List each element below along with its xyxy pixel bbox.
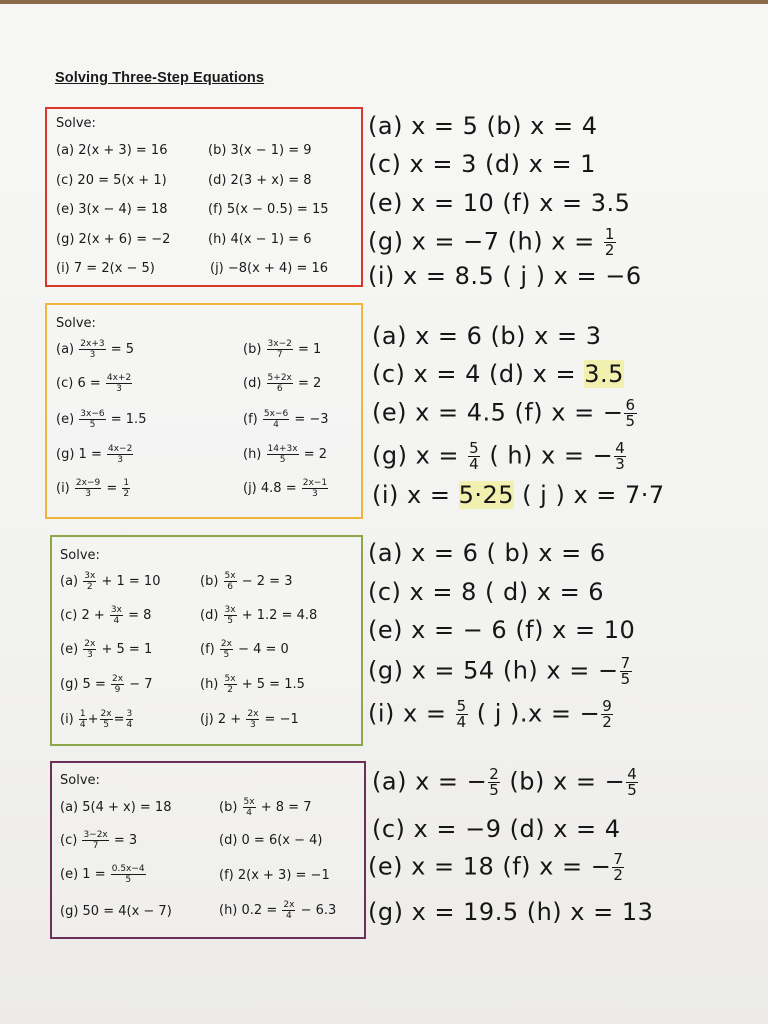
fraction (263, 409, 289, 430)
fraction-numerator: 4 (627, 765, 638, 783)
equation-rhs: + 8 = 7 (260, 800, 312, 815)
fraction-denominator: 5 (627, 781, 638, 799)
answer-text: (b) x = − (501, 767, 626, 796)
fraction (122, 478, 130, 499)
equation-rhs: + 5 = 1.5 (241, 677, 305, 692)
equation-rhs: = 5 (110, 342, 135, 357)
fraction (111, 864, 146, 885)
item-label: (e) (60, 867, 79, 882)
fraction-numerator: 2x (100, 709, 112, 719)
fraction-numerator: 2x (283, 900, 295, 910)
item-label: (j) (200, 712, 214, 727)
equation-4f: (f) 2(x + 3) = −1 (219, 868, 330, 883)
equation-lhs: 4.8 = (260, 481, 297, 496)
solve-label: Solve: (56, 116, 96, 131)
answer-4-row3 (368, 852, 625, 883)
plus-sign: + (87, 712, 99, 727)
equation-1c: (c) 20 = 5(x + 1) (56, 173, 167, 188)
fraction-numerator: 2 (489, 765, 500, 783)
equation-2a (56, 339, 134, 360)
fraction (110, 605, 123, 626)
equation-lhs: 5 = (82, 677, 106, 692)
fraction (100, 709, 113, 730)
equation-2e (56, 409, 146, 430)
answer-1-row2: (c) x = 3 (d) x = 1 (368, 150, 596, 178)
equation-rhs: − 4 = 0 (238, 642, 289, 657)
answer-3-row5 (368, 699, 614, 730)
fraction-numerator: 9 (602, 697, 613, 715)
fraction-numerator: 3−2x (83, 830, 108, 840)
equation-3a (60, 571, 160, 592)
equation-4e (60, 864, 147, 885)
item-label: (h) (219, 903, 238, 918)
fraction-denominator: 5 (103, 720, 109, 730)
solve-label: Solve: (56, 316, 96, 331)
equation-1d: (d) 2(3 + x) = 8 (208, 173, 312, 188)
item-label: (b) (243, 342, 262, 357)
answer-1h-fraction (604, 227, 616, 258)
fraction-numerator: 5x (224, 571, 236, 581)
fraction (111, 674, 124, 695)
answer-2-row3 (372, 398, 638, 429)
fraction (282, 900, 295, 921)
fraction-denominator: 4 (113, 616, 120, 626)
fraction-numerator: 2x−1 (302, 478, 328, 488)
fraction-numerator: 0.5x−4 (111, 864, 145, 874)
equation-1f: (f) 5(x − 0.5) = 15 (208, 202, 329, 217)
fraction-denominator: 3 (89, 350, 96, 360)
equation-4h (219, 900, 336, 921)
equation-3i (60, 709, 134, 730)
equation-1g: (g) 2(x + 6) = −2 (56, 232, 171, 247)
fraction-denominator: 4 (246, 808, 252, 818)
answer-1-row3: (e) x = 10 (f) x = 3.5 (368, 189, 631, 217)
equation-1j: (j) −8(x + 4) = 16 (210, 261, 329, 276)
fraction (243, 797, 256, 818)
fraction-numerator: 4 (615, 439, 626, 457)
item-label: (d) (243, 376, 262, 391)
answer-3-row4 (368, 656, 633, 687)
equation-2j (243, 478, 329, 499)
equation-2d (243, 373, 321, 394)
answer-text: (a) x = − (372, 767, 488, 796)
fraction-denominator: 4 (286, 911, 292, 921)
fraction-denominator: 3 (85, 489, 91, 499)
equation-1a: (a) 2(x + 3) = 16 (56, 143, 168, 158)
fraction (267, 373, 293, 394)
equation-1h: (h) 4(x − 1) = 6 (208, 232, 312, 247)
fraction-denominator: 5 (125, 875, 132, 885)
equation-rhs: = −1 (264, 712, 299, 727)
fraction-numerator: 7 (613, 850, 624, 868)
fraction-denominator: 5 (227, 616, 233, 626)
equation-lhs: 2 + (217, 712, 242, 727)
fraction-numerator: 2x (111, 674, 124, 684)
equation-4b (219, 797, 311, 818)
fraction-denominator: 7 (276, 350, 283, 360)
fraction-numerator: 14+3x (267, 444, 298, 454)
fraction-numerator: 4x−2 (107, 444, 133, 454)
item-label: (h) (200, 677, 219, 692)
equals-sign: = (113, 712, 125, 727)
equation-rhs: = −3 (294, 412, 329, 427)
fraction (83, 639, 96, 660)
fraction (614, 441, 626, 472)
answer-3-row3: (e) x = − 6 (f) x = 10 (368, 616, 636, 644)
fraction (79, 339, 105, 360)
fraction-numerator: 5x−6 (263, 409, 289, 419)
answer-1-row4-text: (g) x = −7 (h) x = (368, 227, 603, 256)
fraction-numerator: 2x−9 (75, 478, 101, 488)
fraction-numerator: 5x (224, 674, 236, 684)
item-label: (a) (56, 342, 75, 357)
answer-text: (g) x = 54 (h) x = − (368, 656, 619, 685)
fraction-numerator: 1 (79, 709, 86, 719)
fraction (624, 398, 636, 429)
worksheet-title: Solving Three-Step Equations (55, 70, 265, 86)
answer-1-row5: (i) x = 8.5 ( j ) x = −6 (368, 262, 642, 290)
fraction-numerator: 1 (604, 225, 615, 243)
equation-3f (200, 639, 289, 660)
fraction (601, 699, 613, 730)
answer-1-row1: (a) x = 5 (b) x = 4 (368, 112, 598, 140)
answer-2-row4 (372, 441, 627, 472)
fraction (79, 409, 105, 430)
equation-lhs: 1 = (78, 447, 102, 462)
equation-lhs: 1 = (82, 867, 106, 882)
equation-3e (60, 639, 152, 660)
fraction (488, 767, 500, 798)
fraction (106, 373, 132, 394)
fraction-numerator: 2x (84, 639, 96, 649)
equation-4a: (a) 5(4 + x) = 18 (60, 800, 172, 815)
equation-lhs: 2 + (81, 608, 105, 623)
equation-2h (243, 444, 327, 465)
equation-rhs: − 7 (129, 677, 153, 692)
fraction-denominator: 3 (312, 489, 318, 499)
item-label: (i) (60, 712, 74, 727)
equation-lhs: 0.2 = (241, 903, 278, 918)
item-label: (c) (60, 608, 78, 623)
fraction (626, 767, 638, 798)
fraction-denominator: 5 (625, 412, 636, 430)
fraction-denominator: 6 (276, 384, 283, 394)
answer-text: (g) x = (372, 441, 468, 470)
answer-2-row1: (a) x = 6 (b) x = 3 (372, 322, 602, 350)
item-label: (d) (200, 608, 219, 623)
equals-sign: = (106, 481, 118, 496)
fraction-numerator: 1 (123, 478, 130, 488)
fraction-numerator: 3x (110, 605, 122, 615)
equation-rhs: + 5 = 1 (101, 642, 153, 657)
fraction-numerator: 3x (84, 571, 96, 581)
answer-text: (e) x = 18 (f) x = − (368, 852, 612, 881)
fraction-denominator: 4 (469, 455, 480, 473)
fraction (220, 639, 233, 660)
fraction-numerator: 2x (247, 709, 259, 719)
equation-rhs: = 1 (298, 342, 322, 357)
item-label: (g) (56, 447, 75, 462)
equation-2b (243, 339, 321, 360)
equation-4g: (g) 50 = 4(x − 7) (60, 904, 172, 919)
fraction-denominator: 5 (620, 670, 631, 688)
equation-4c (60, 830, 137, 851)
equation-rhs: = 2 (298, 376, 322, 391)
fraction-denominator: 9 (114, 685, 121, 695)
fraction (126, 709, 134, 730)
highlighted-answer: 3.5 (584, 360, 624, 388)
answer-text: (i) x = (368, 699, 455, 728)
answer-2-row2 (372, 360, 624, 388)
fraction (456, 699, 468, 730)
item-label: (c) (60, 833, 78, 848)
worksheet-paper (0, 4, 768, 1024)
answer-2-row5 (372, 481, 665, 509)
equation-rhs: = 2 (303, 447, 328, 462)
fraction-denominator: 3 (86, 650, 93, 660)
fraction-denominator: 4 (273, 420, 279, 430)
answer-text: ( j ).x = − (468, 699, 601, 728)
fraction-denominator: 5 (89, 420, 96, 430)
equation-lhs: 6 = (77, 376, 101, 391)
fraction (224, 571, 237, 592)
fraction (468, 441, 480, 472)
equation-3b (200, 571, 292, 592)
fraction-numerator: 3x (224, 605, 236, 615)
fraction (107, 444, 133, 465)
item-label: (f) (200, 642, 215, 657)
fraction (83, 571, 96, 592)
fraction-denominator: 4 (79, 720, 86, 730)
fraction-denominator: 2 (604, 241, 615, 259)
answer-3-row1: (a) x = 6 ( b) x = 6 (368, 539, 606, 567)
equation-2c (56, 373, 133, 394)
answer-text: (c) x = 4 (d) x = (372, 360, 585, 388)
fraction-numerator: 5+2x (267, 373, 292, 383)
item-label: (e) (60, 642, 79, 657)
fraction-numerator: 7 (620, 654, 631, 672)
fraction-numerator: 3x−2 (267, 339, 292, 349)
answer-text: ( j ) x = 7·7 (514, 481, 665, 509)
exercise-box-1 (45, 107, 363, 287)
fraction-numerator: 4x+2 (106, 373, 132, 383)
fraction-numerator: 3 (126, 709, 133, 719)
equation-1e: (e) 3(x − 4) = 18 (56, 202, 168, 217)
equation-2f (243, 409, 329, 430)
fraction-denominator: 2 (86, 582, 93, 592)
item-label: (b) (200, 574, 219, 589)
item-label: (b) (219, 800, 238, 815)
fraction-denominator: 3 (250, 720, 256, 730)
item-label: (g) (60, 677, 79, 692)
fraction-denominator: 2 (227, 685, 233, 695)
fraction-denominator: 4 (126, 720, 133, 730)
answer-4-row1 (372, 767, 639, 798)
equation-3j (200, 709, 299, 730)
fraction-numerator: 6 (625, 396, 636, 414)
answer-4-row2: (c) x = −9 (d) x = 4 (372, 815, 621, 843)
item-label: (e) (56, 412, 75, 427)
answer-text: (i) x = (372, 481, 459, 509)
item-label: (f) (243, 412, 258, 427)
answer-3-row2: (c) x = 8 ( d) x = 6 (368, 578, 605, 606)
item-label: (h) (243, 447, 262, 462)
item-label: (j) (243, 481, 257, 496)
solve-label: Solve: (60, 548, 100, 563)
fraction-denominator: 2 (613, 866, 624, 884)
equation-2i (56, 478, 131, 499)
equation-3h (200, 674, 305, 695)
equation-rhs: − 2 = 3 (241, 574, 293, 589)
fraction (612, 852, 624, 883)
equation-1b: (b) 3(x − 1) = 9 (208, 143, 312, 158)
fraction-denominator: 3 (615, 455, 626, 473)
fraction-numerator: 3x−6 (80, 409, 105, 419)
fraction (224, 674, 237, 695)
equation-rhs: − 6.3 (300, 903, 337, 918)
fraction-denominator: 4 (456, 713, 467, 731)
answer-text: ( h) x = − (481, 441, 614, 470)
answer-1-row4 (368, 227, 617, 258)
fraction-denominator: 2 (123, 489, 130, 499)
fraction (79, 709, 87, 730)
fraction-denominator: 2 (602, 713, 613, 731)
fraction (82, 830, 108, 851)
fraction (75, 478, 101, 499)
equation-3c (60, 605, 151, 626)
fraction-numerator: 5 (469, 439, 480, 457)
item-label: (a) (60, 574, 79, 589)
fraction-denominator: 3 (116, 384, 122, 394)
fraction-numerator: 2x (220, 639, 232, 649)
equation-3d (200, 605, 317, 626)
fraction (620, 656, 632, 687)
fraction-numerator: 5 (456, 697, 467, 715)
fraction-denominator: 5 (223, 650, 230, 660)
equation-rhs: = 8 (128, 608, 152, 623)
equation-1i: (i) 7 = 2(x − 5) (56, 261, 155, 276)
equation-rhs: = 3 (113, 833, 138, 848)
fraction (267, 339, 293, 360)
item-label: (c) (56, 376, 74, 391)
fraction (267, 444, 299, 465)
solve-label: Solve: (60, 773, 100, 788)
fraction-denominator: 6 (227, 582, 233, 592)
equation-3g (60, 674, 152, 695)
equation-rhs: + 1 = 10 (101, 574, 161, 589)
answer-text: (e) x = 4.5 (f) x = − (372, 398, 624, 427)
equation-2g (56, 444, 134, 465)
fraction (224, 605, 237, 626)
equation-4d: (d) 0 = 6(x − 4) (219, 833, 323, 848)
fraction (302, 478, 328, 499)
fraction-denominator: 5 (489, 781, 500, 799)
fraction-denominator: 3 (117, 455, 124, 465)
fraction-numerator: 2x+3 (80, 339, 105, 349)
answer-4-row4: (g) x = 19.5 (h) x = 13 (368, 898, 654, 926)
highlighted-answer: 5·25 (458, 481, 515, 509)
fraction-numerator: 5x (243, 797, 255, 807)
equation-rhs: + 1.2 = 4.8 (241, 608, 318, 623)
equation-rhs: = 1.5 (110, 412, 147, 427)
fraction (246, 709, 259, 730)
fraction-denominator: 5 (279, 455, 286, 465)
item-label: (i) (56, 481, 70, 496)
fraction-denominator: 7 (92, 841, 99, 851)
